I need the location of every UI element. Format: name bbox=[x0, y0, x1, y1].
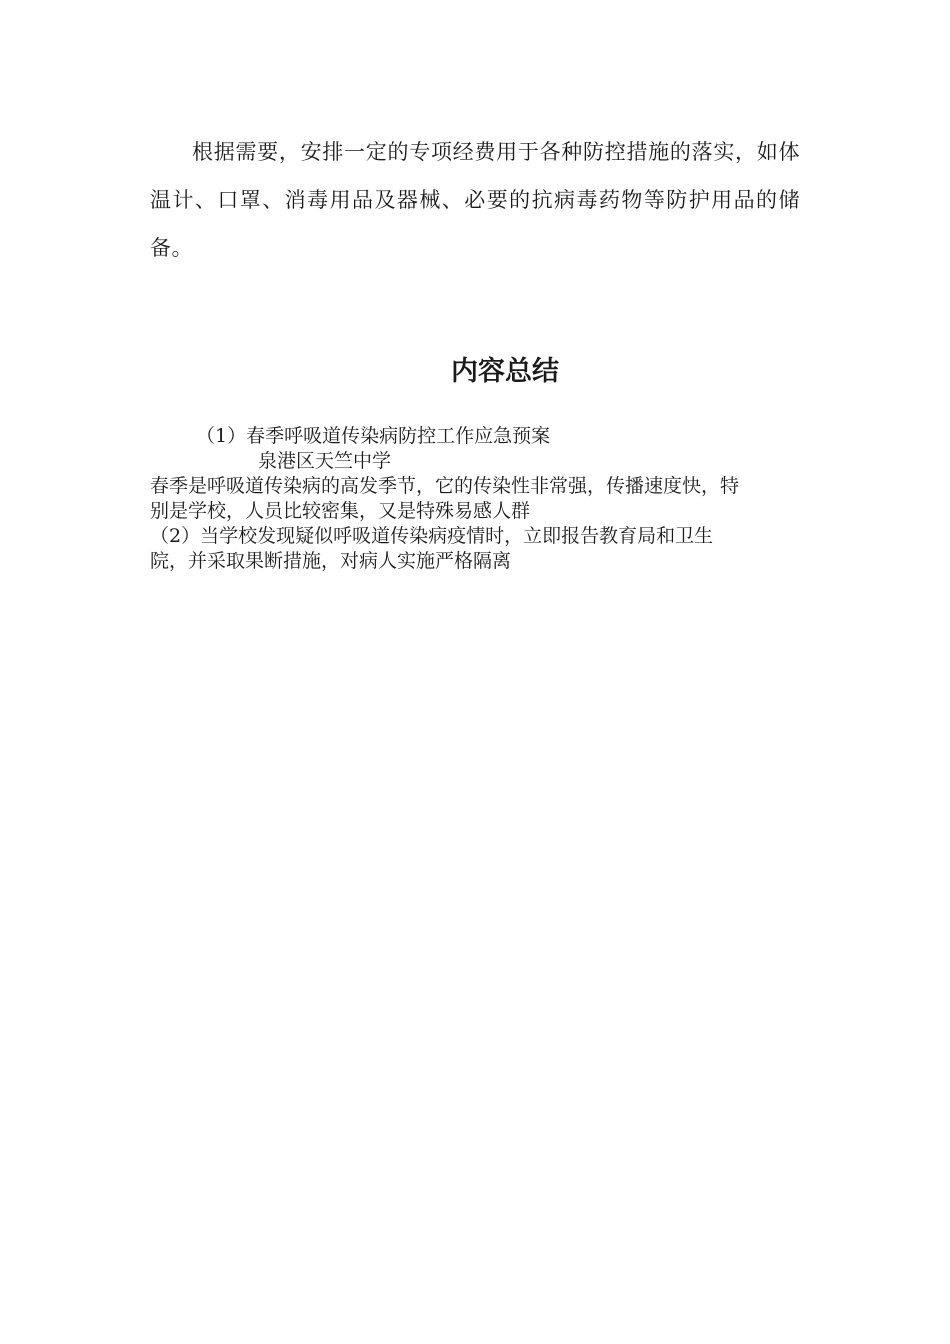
summary-section bbox=[150, 424, 810, 574]
summary-item-2: （2）当学校发现疑似呼吸道传染病疫情时，立即报告教育局和卫生 bbox=[150, 525, 714, 547]
summary-title: 内容总结 bbox=[451, 356, 559, 387]
summary-text-line: 春季是呼吸道传染病的高发季节，它的传染性非常强，传播速度快，特 bbox=[150, 475, 740, 497]
summary-item-1: （1）春季呼吸道传染病防控工作应急预案 bbox=[196, 425, 551, 447]
summary-school-name: 泉港区天竺中学 bbox=[258, 450, 392, 472]
summary-text-line: 别是学校，人员比较密集，又是特殊易感人群 bbox=[150, 500, 531, 522]
summary-text-line: 院，并采取果断措施，对病人实施严格隔离 bbox=[150, 550, 512, 572]
body-paragraph: 根据需要，安排一定的专项经费用于各种防控措施的落实，如体温计、口罩、消毒用品及器械、必要的抗病毒药物等防护用品的储备。 bbox=[150, 140, 800, 260]
